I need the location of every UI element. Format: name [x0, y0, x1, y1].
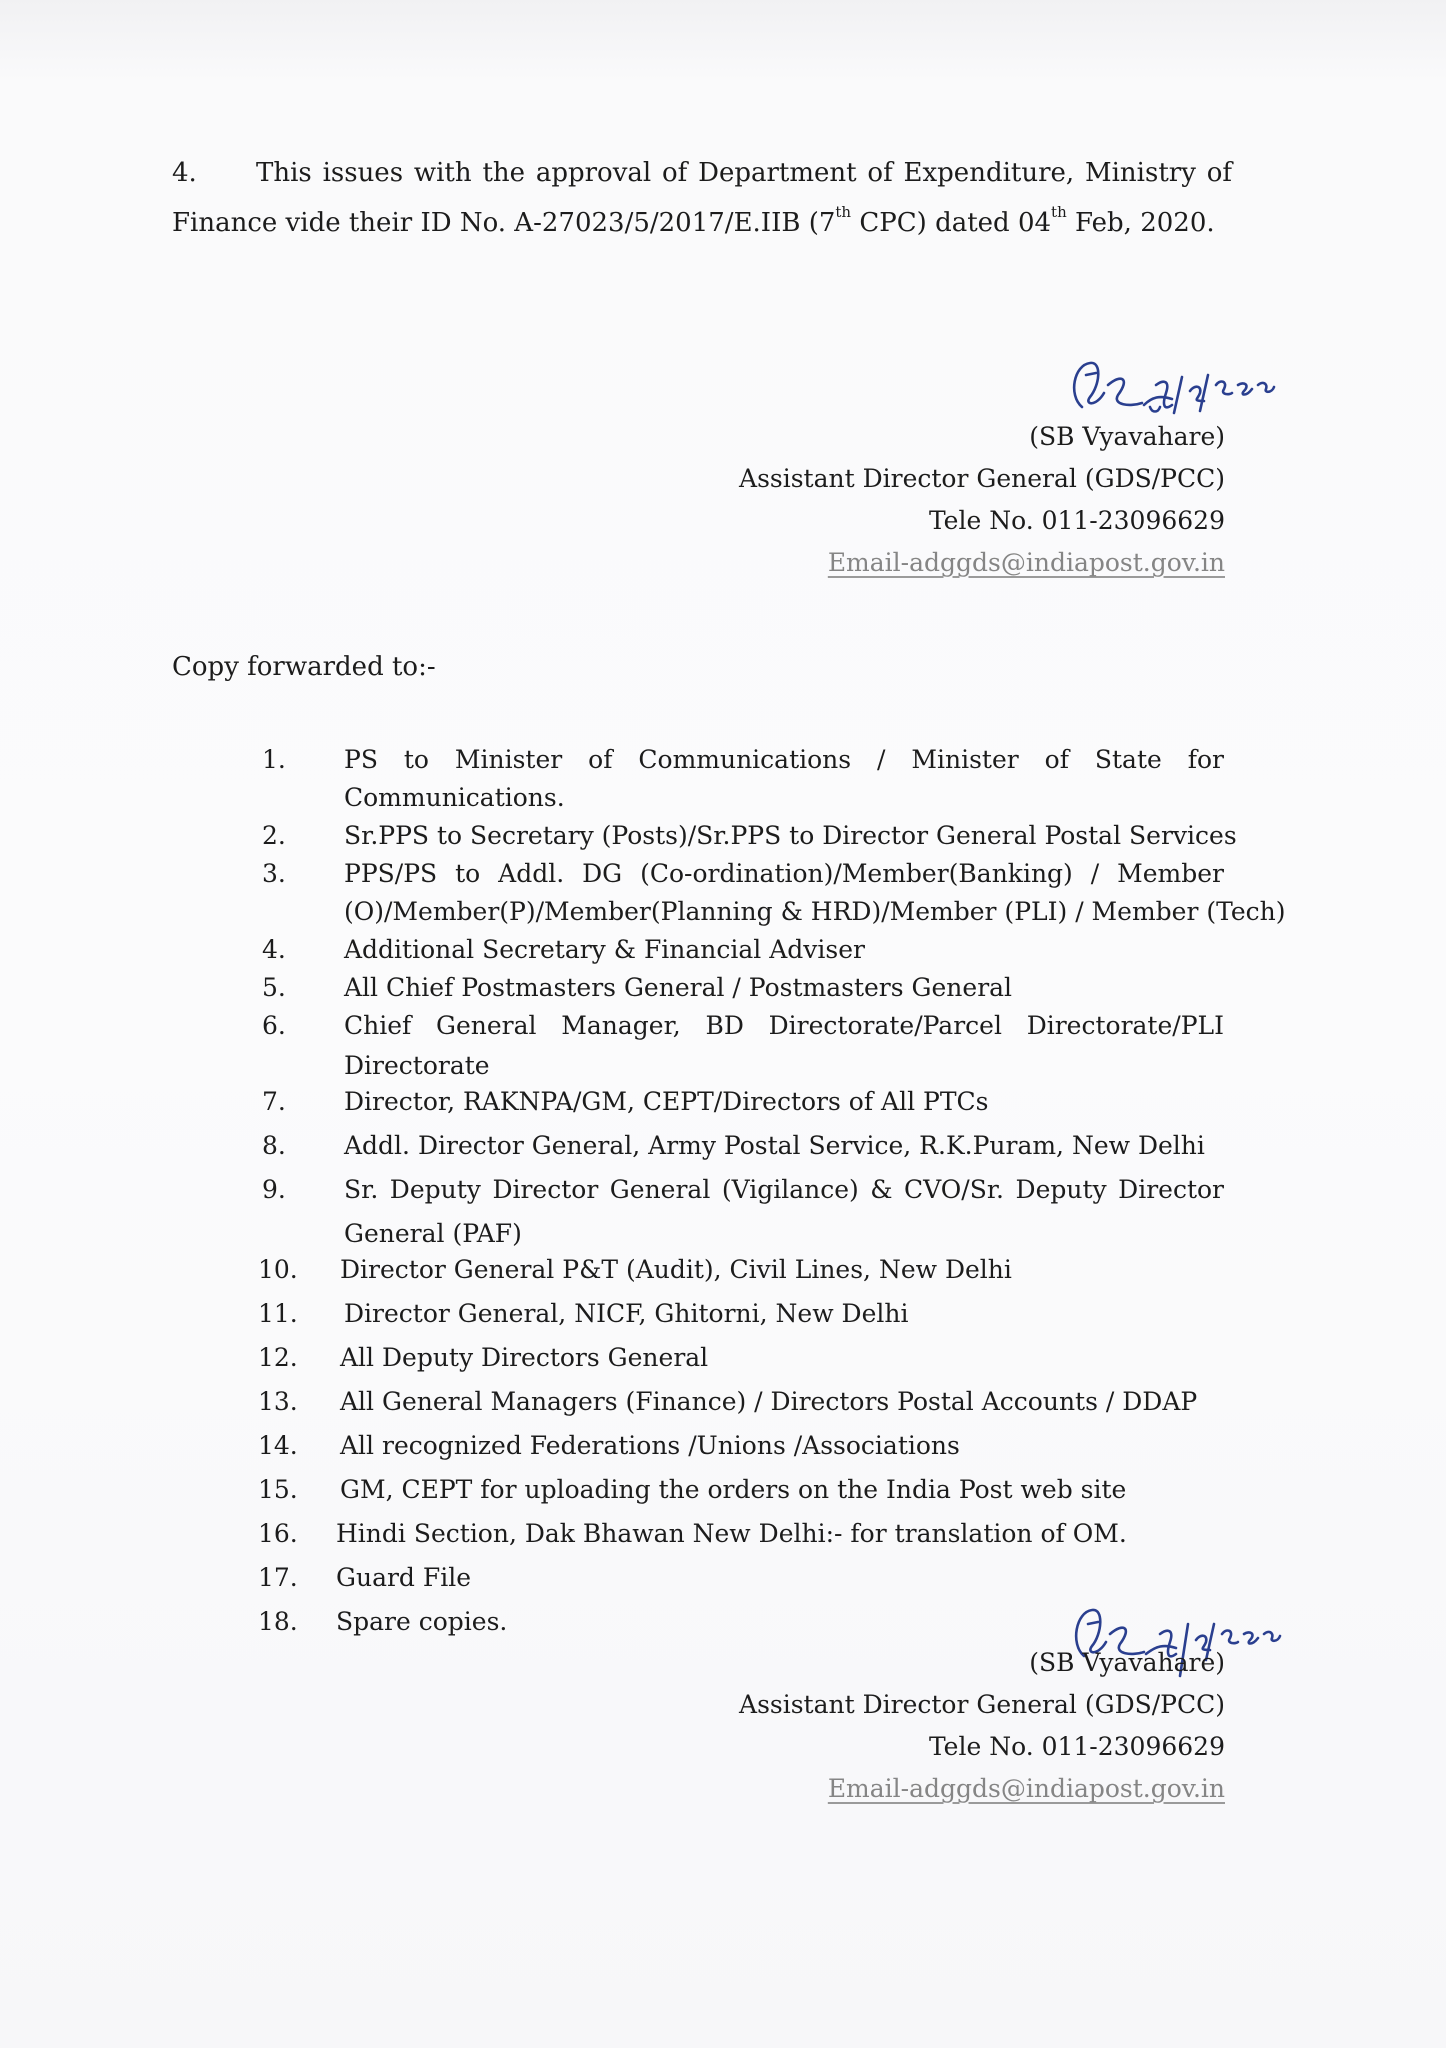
paragraph-text-b: CPC) dated 04 [851, 208, 1052, 238]
list-item-text: Communications. [344, 783, 565, 812]
list-item-text: All Chief Postmasters General / Postmasters General [344, 973, 1013, 1002]
list-item-number: 15. [258, 1475, 298, 1504]
copy-forwarded-heading: Copy forwarded to:- [172, 652, 436, 682]
paragraph-text-c: Feb, 2020. [1066, 208, 1215, 238]
list-item-number: 3. [262, 859, 286, 888]
signatory-designation: Assistant Director General (GDS/PCC) [739, 464, 1225, 493]
list-item-text: PS to Minister of Communications / Minister of State for [344, 745, 1224, 774]
signatory-email: Email-adggds@indiapost.gov.in [827, 548, 1225, 577]
list-item-text: Additional Secretary & Financial Adviser [344, 935, 865, 964]
list-item-text: Hindi Section, Dak Bhawan New Delhi:- for translation of OM. [336, 1519, 1127, 1548]
list-item-number: 17. [258, 1563, 298, 1592]
superscript-th: th [835, 203, 852, 222]
list-item-number: 8. [262, 1131, 286, 1160]
list-item-text: All General Managers (Finance) / Directors Postal Accounts / DDAP [340, 1387, 1198, 1416]
list-item-text: All recognized Federations /Unions /Associations [340, 1431, 960, 1460]
signatory-phone: Tele No. 011-23096629 [928, 506, 1225, 535]
list-item-text: Director, RAKNPA/GM, CEPT/Directors of All PTCs [344, 1087, 989, 1116]
list-item-number: 9. [262, 1175, 286, 1204]
paragraph-number: 4. [172, 158, 197, 188]
list-item-number: 10. [258, 1255, 298, 1284]
list-item-number: 13. [258, 1387, 298, 1416]
list-item-number: 5. [262, 973, 286, 1002]
paragraph-text-a: This issues with the approval of Department of Expenditure, Ministry of Finance vide their ID No. A-27023/5/2017/E.IIB (7 [172, 158, 1232, 238]
list-item-text: Directorate [344, 1051, 490, 1080]
superscript-th: th [1051, 203, 1067, 222]
list-item-number: 11. [258, 1299, 298, 1328]
signature-block-2 [739, 1642, 1225, 1810]
signatory-name: (SB Vyavahare) [1029, 1648, 1225, 1677]
list-item-number: 1. [262, 745, 286, 774]
list-item-text: Sr. Deputy Director General (Vigilance) & CVO/Sr. Deputy Director [344, 1175, 1224, 1204]
list-item-text: Director General, NICF, Ghitorni, New Delhi [344, 1299, 909, 1328]
list-item-text: Guard File [336, 1563, 472, 1592]
signatory-email: Email-adggds@indiapost.gov.in [827, 1774, 1225, 1803]
list-item-number: 2. [262, 821, 286, 850]
signature-block-1 [739, 416, 1225, 584]
list-item-text: (O)/Member(P)/Member(Planning & HRD)/Member (PLI) / Member (Tech) [344, 897, 1286, 926]
list-item-text: All Deputy Directors General [340, 1343, 709, 1372]
list-item-number: 6. [262, 1011, 286, 1040]
list-item-text: GM, CEPT for uploading the orders on the India Post web site [340, 1475, 1127, 1504]
list-item-text: Chief General Manager, BD Directorate/Parcel Directorate/PLI [344, 1011, 1224, 1040]
list-item-text: General (PAF) [344, 1219, 522, 1248]
handwritten-signature-1 [1060, 355, 1300, 425]
list-item-number: 12. [258, 1343, 298, 1372]
list-item-text: Spare copies. [336, 1607, 508, 1636]
signatory-name: (SB Vyavahare) [1029, 422, 1225, 451]
list-item-number: 18. [258, 1607, 298, 1636]
signatory-phone: Tele No. 011-23096629 [928, 1732, 1225, 1761]
list-item-text: Addl. Director General, Army Postal Service, R.K.Puram, New Delhi [344, 1131, 1205, 1160]
list-item-text: Sr.PPS to Secretary (Posts)/Sr.PPS to Director General Postal Services [344, 821, 1237, 850]
list-item-text: PPS/PS to Addl. DG (Co-ordination)/Member(Banking) / Member [344, 859, 1224, 888]
list-item-text: Director General P&T (Audit), Civil Lines, New Delhi [340, 1255, 1012, 1284]
list-item-number: 16. [258, 1519, 298, 1548]
signatory-designation: Assistant Director General (GDS/PCC) [739, 1690, 1225, 1719]
list-item-number: 14. [258, 1431, 298, 1460]
paragraph-4 [172, 148, 1232, 248]
list-item-number: 7. [262, 1087, 286, 1116]
list-item-number: 4. [262, 935, 286, 964]
